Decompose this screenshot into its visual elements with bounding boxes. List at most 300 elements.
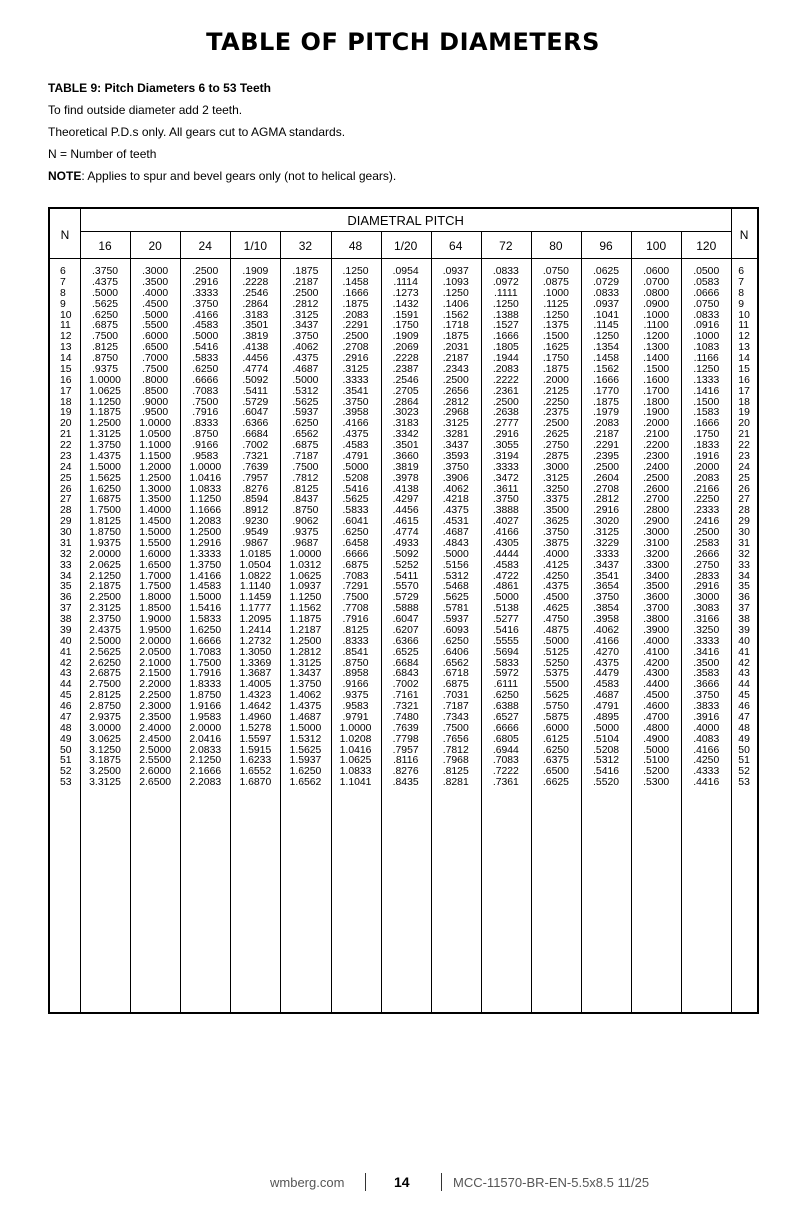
pitch-diameter-cell: .5625 bbox=[342, 494, 369, 506]
pitch-diameter-cell: 2.0000 bbox=[139, 635, 172, 647]
pitch-diameter-cell: .7916 bbox=[342, 614, 369, 625]
pitch-diameter-cell: 1.7500 bbox=[89, 505, 121, 517]
pitch-diameter-cell: .1591 bbox=[392, 309, 419, 321]
pitch-diameter-cell: 1.0000 bbox=[139, 418, 172, 430]
teeth-count: 14 bbox=[60, 353, 72, 364]
pitch-diameter-cell: .2500 bbox=[442, 374, 469, 386]
pitch-diameter-cell: .9791 bbox=[342, 711, 369, 723]
pitch-diameter-cell: .1875 bbox=[442, 331, 469, 343]
pitch-diameter-cell: .1250 bbox=[342, 266, 369, 277]
pitch-diameter-cell: 1.2500 bbox=[89, 418, 121, 430]
pitch-diameter-cell: .2125 bbox=[542, 385, 569, 397]
pitch-diameter-cell: .2666 bbox=[693, 548, 720, 560]
pitch-diameter-cell: 2.3500 bbox=[139, 711, 172, 723]
pitch-diameter-cell: 1.7500 bbox=[139, 581, 172, 593]
pitch-column-1-20 bbox=[381, 267, 431, 789]
pitch-diameter-cell: .3875 bbox=[542, 537, 569, 549]
pitch-diameter-cell: .3819 bbox=[242, 331, 269, 343]
teeth-count: 26 bbox=[60, 483, 72, 495]
pitch-diameter-cell: 1.2916 bbox=[189, 537, 222, 549]
teeth-count: 17 bbox=[60, 385, 72, 397]
pitch-diameter-cell: .8594 bbox=[242, 494, 269, 506]
pitch-diameter-cell: .6388 bbox=[492, 701, 519, 712]
pitch-diameter-cell: .4700 bbox=[643, 711, 670, 723]
pitch-diameter-cell: .3100 bbox=[643, 537, 670, 549]
pitch-diameter-cell: .2500 bbox=[292, 287, 319, 299]
pitch-diameter-cell: 1.3000 bbox=[139, 483, 172, 495]
pitch-diameter-cell: .8750 bbox=[342, 657, 369, 669]
note-text: : Applies to spur and bevel gears only (not to helical gears). bbox=[81, 169, 397, 183]
pitch-diameter-cell: .2968 bbox=[442, 407, 469, 419]
pitch-diameter-cell: .4583 bbox=[192, 320, 219, 332]
pitch-diameter-cell: .6875 bbox=[292, 440, 319, 451]
pitch-diameter-cell: .8541 bbox=[342, 646, 369, 658]
pitch-diameter-cell: 1.8500 bbox=[139, 603, 172, 615]
pitch-diameter-cell: .5208 bbox=[593, 744, 620, 756]
pitch-diameter-cell: .5100 bbox=[643, 755, 670, 767]
pitch-diameter-cell: 1.5312 bbox=[289, 733, 322, 745]
pitch-diameter-cell: 1.1875 bbox=[89, 407, 121, 419]
pitch-diameter-cell: .8437 bbox=[292, 494, 319, 506]
pitch-diameter-cell: .6207 bbox=[392, 624, 419, 636]
pitch-diameter-cell: .5000 bbox=[542, 635, 569, 647]
pitch-diameter-cell: .3250 bbox=[542, 483, 569, 495]
pitch-diameter-cell: .3333 bbox=[693, 635, 720, 647]
pitch-diameter-cell: .4062 bbox=[442, 483, 469, 495]
teeth-count: 18 bbox=[738, 396, 750, 408]
pitch-diameter-cell: .4583 bbox=[342, 440, 369, 451]
pitch-column-120 bbox=[681, 267, 731, 789]
pitch-diameter-cell: .0972 bbox=[492, 276, 519, 288]
teeth-count: 41 bbox=[60, 646, 72, 658]
pitch-diameter-cell: .4895 bbox=[593, 711, 620, 723]
pitch-diameter-cell: 1.4583 bbox=[189, 581, 222, 593]
pitch-diameter-cell: .8500 bbox=[142, 385, 169, 397]
pitch-diameter-cell: .1625 bbox=[542, 342, 569, 354]
teeth-count: 13 bbox=[60, 342, 72, 354]
pitch-diameter-cell: .2750 bbox=[542, 440, 569, 451]
pitch-diameter-cell: 1.3437 bbox=[289, 668, 322, 680]
pitch-diameter-cell: 1.5937 bbox=[289, 755, 322, 767]
pitch-diameter-cell: .2900 bbox=[643, 516, 670, 528]
pitch-diameter-cell: 1.1140 bbox=[239, 581, 271, 593]
teeth-count: 21 bbox=[60, 429, 72, 441]
pitch-diameter-cell: .2638 bbox=[492, 407, 519, 419]
pitch-diameter-cell: .6843 bbox=[392, 668, 419, 680]
pitch-diameter-cell: .1083 bbox=[693, 342, 720, 354]
pitch-diameter-cell: 1.0416 bbox=[189, 472, 222, 484]
pitch-diameter-cell: .1562 bbox=[442, 309, 469, 321]
pitch-diameter-cell: .8125 bbox=[342, 624, 369, 636]
pitch-diameter-cell: .7083 bbox=[192, 385, 219, 397]
pitch-diameter-cell: .2916 bbox=[492, 429, 519, 441]
pitch-diameter-cell: .9583 bbox=[342, 701, 369, 712]
pitch-diameter-cell: .4900 bbox=[643, 733, 670, 745]
pitch-diameter-cell: .4875 bbox=[542, 624, 569, 636]
pitch-diameter-cell: .8116 bbox=[393, 755, 419, 767]
pitch-diameter-cell: .2864 bbox=[242, 298, 269, 310]
pitch-diameter-cell: 1.6000 bbox=[139, 548, 172, 560]
pitch-diameter-cell: .5411 bbox=[393, 570, 419, 582]
pitch-diameter-cell: 1.9000 bbox=[139, 614, 172, 625]
pitch-diameter-cell: .0937 bbox=[442, 266, 469, 277]
pitch-diameter-cell: .2416 bbox=[693, 516, 720, 528]
pitch-diameter-cell: .3000 bbox=[693, 592, 720, 604]
pitch-diameter-cell: .5000 bbox=[92, 287, 119, 299]
pitch-column-48 bbox=[331, 267, 381, 789]
teeth-count: 27 bbox=[738, 494, 750, 506]
note-label: NOTE bbox=[48, 169, 82, 183]
pitch-diameter-cell: 1.0822 bbox=[239, 570, 272, 582]
pitch-diameter-cell: .7083 bbox=[342, 570, 369, 582]
pitch-diameter-cell: .3501 bbox=[392, 440, 419, 451]
pitch-diameter-cell: .1800 bbox=[643, 396, 670, 408]
pitch-diameter-cell: .2069 bbox=[392, 342, 419, 354]
pitch-diameter-cell: .5300 bbox=[643, 777, 670, 789]
footer-separator bbox=[441, 1173, 442, 1191]
pitch-diameter-cell: 1.1666 bbox=[189, 505, 222, 517]
pitch-diameter-cell: 1.5915 bbox=[239, 744, 272, 756]
pitch-diameter-cell: .7002 bbox=[242, 440, 269, 451]
teeth-count: 47 bbox=[738, 711, 750, 723]
pitch-diameter-cell: .7812 bbox=[442, 744, 469, 756]
pitch-diameter-cell: .1666 bbox=[593, 374, 620, 386]
pitch-diameter-cell: .3125 bbox=[342, 363, 369, 375]
pitch-diameter-cell: 1.0937 bbox=[289, 581, 322, 593]
pitch-diameter-cell: .2500 bbox=[342, 331, 369, 343]
pitch-diameter-cell: .3750 bbox=[693, 690, 720, 702]
teeth-count: 49 bbox=[60, 733, 72, 745]
pitch-diameter-cell: .3666 bbox=[693, 679, 720, 691]
pitch-diameter-cell: 1.4687 bbox=[289, 711, 322, 723]
pitch-diameter-cell: .5277 bbox=[492, 614, 519, 625]
pitch-diameter-cell: .6047 bbox=[242, 407, 269, 419]
teeth-count: 29 bbox=[60, 516, 72, 528]
pitch-diameter-cell: 1.0312 bbox=[289, 559, 322, 571]
pitch-diameter-cell: 2.1250 bbox=[189, 755, 222, 767]
pitch-diameter-cell: .1125 bbox=[543, 298, 569, 310]
pitch-diameter-cell: 2.5625 bbox=[89, 646, 121, 658]
pitch-diameter-cell: 1.1000 bbox=[139, 440, 172, 451]
teeth-count: 25 bbox=[60, 472, 72, 484]
pitch-diameter-cell: .4625 bbox=[542, 603, 569, 615]
pitch-diameter-cell: 1.6250 bbox=[89, 483, 121, 495]
teeth-count: 45 bbox=[60, 690, 72, 702]
pitch-diameter-cell: .6875 bbox=[442, 679, 469, 691]
teeth-count: 24 bbox=[738, 461, 750, 473]
pitch-diameter-cell: .1400 bbox=[643, 353, 670, 364]
pitch-diameter-cell: 1.0000 bbox=[289, 548, 322, 560]
pitch-diameter-cell: .3437 bbox=[292, 320, 319, 332]
pitch-diameter-cell: 1.8125 bbox=[89, 516, 121, 528]
pitch-diameter-cell: .1909 bbox=[242, 266, 269, 277]
pitch-diameter-cell: .7812 bbox=[292, 472, 319, 484]
pitch-diameter-cell: .3183 bbox=[242, 309, 269, 321]
pitch-diameter-cell: .5833 bbox=[192, 353, 219, 364]
pitch-diameter-cell: .1375 bbox=[542, 320, 569, 332]
pitch-diameter-cell: 1.6500 bbox=[139, 559, 172, 571]
pitch-diameter-cell: .3333 bbox=[593, 548, 620, 560]
pitch-diameter-cell: .4166 bbox=[693, 744, 720, 756]
pitch-diameter-cell: .8276 bbox=[392, 766, 419, 778]
pitch-diameter-cell: 1.7916 bbox=[189, 668, 222, 680]
pitch-diameter-cell: 2.0000 bbox=[189, 722, 222, 734]
pitch-diameter-cell: 1.2500 bbox=[189, 527, 222, 538]
pitch-diameter-cell: 1.2732 bbox=[239, 635, 272, 647]
pitch-diameter-cell: 2.3125 bbox=[89, 603, 121, 615]
teeth-count: 27 bbox=[60, 494, 72, 506]
pitch-diameter-cell: .4791 bbox=[593, 701, 620, 712]
pitch-diameter-cell: .4774 bbox=[242, 363, 269, 375]
pitch-diameter-cell: .6718 bbox=[442, 668, 469, 680]
pitch-header: 32 bbox=[298, 239, 313, 253]
pitch-column-64 bbox=[431, 267, 481, 789]
teeth-count: 16 bbox=[60, 374, 72, 386]
teeth-count: 40 bbox=[60, 635, 72, 647]
pitch-header: 1/10 bbox=[243, 239, 268, 253]
pitch-diameter-cell: 1.0208 bbox=[339, 733, 372, 745]
teeth-count: 17 bbox=[738, 385, 750, 397]
footer-separator bbox=[365, 1173, 366, 1191]
teeth-count: 15 bbox=[738, 363, 750, 375]
pitch-diameter-cell: .5125 bbox=[542, 646, 569, 658]
teeth-count: 40 bbox=[738, 635, 750, 647]
pitch-diameter-cell: 1.1777 bbox=[239, 603, 272, 615]
pitch-diameter-cell: .2361 bbox=[492, 385, 519, 397]
pitch-diameter-cell: 3.1875 bbox=[89, 755, 121, 767]
pitch-diameter-cell: 1.4375 bbox=[289, 701, 322, 712]
pitch-diameter-cell: .3750 bbox=[442, 461, 469, 473]
pitch-diameter-cell: .0500 bbox=[693, 266, 720, 277]
pitch-diameter-cell: .0800 bbox=[643, 287, 670, 299]
pitch-diameter-cell: .2083 bbox=[342, 309, 369, 321]
pitch-diameter-cell: .7321 bbox=[242, 450, 269, 462]
teeth-count: 38 bbox=[60, 614, 72, 625]
pitch-column-80 bbox=[531, 267, 581, 789]
pitch-diameter-cell: .5468 bbox=[442, 581, 469, 593]
pitch-diameter-cell: .4166 bbox=[492, 527, 519, 538]
pitch-diameter-cell: .5000 bbox=[492, 592, 519, 604]
pitch-diameter-cell: .5208 bbox=[342, 472, 369, 484]
pitch-diameter-cell: .5138 bbox=[492, 603, 519, 615]
pitch-diameter-cell: .5416 bbox=[342, 483, 369, 495]
pitch-diameter-cell: 2.8750 bbox=[89, 701, 121, 712]
pitch-diameter-cell: 1.0504 bbox=[239, 559, 272, 571]
pitch-diameter-cell: .9375 bbox=[342, 690, 369, 702]
teeth-count: 33 bbox=[738, 559, 750, 571]
pitch-diameter-cell: .6805 bbox=[492, 733, 519, 745]
pitch-diameter-cell: .6666 bbox=[192, 374, 219, 386]
pitch-diameter-cell: .3500 bbox=[142, 276, 169, 288]
pitch-diameter-cell: .1250 bbox=[542, 309, 569, 321]
pitch-diameter-cell: .2187 bbox=[442, 353, 469, 364]
pitch-diameter-cell: .8125 bbox=[442, 766, 469, 778]
pitch-diameter-cell: .1166 bbox=[693, 353, 719, 364]
pitch-diameter-cell: .5500 bbox=[542, 679, 569, 691]
pitch-diameter-cell: .0625 bbox=[593, 266, 620, 277]
pitch-diameter-cell: 1.6870 bbox=[239, 777, 272, 789]
pitch-diameter-cell: .3800 bbox=[643, 614, 670, 625]
pitch-diameter-cell: .5555 bbox=[492, 635, 519, 647]
pitch-diameter-cell: 1.6250 bbox=[289, 766, 322, 778]
pitch-header: 96 bbox=[599, 239, 613, 253]
teeth-count: 19 bbox=[738, 407, 750, 419]
pitch-diameter-cell: .4375 bbox=[292, 353, 319, 364]
pitch-diameter-cell: .4583 bbox=[593, 679, 620, 691]
pitch-diameter-cell: .1900 bbox=[643, 407, 670, 419]
pitch-diameter-cell: .4531 bbox=[442, 516, 469, 528]
pitch-diameter-cell: .5937 bbox=[442, 614, 469, 625]
pitch-diameter-cell: .5625 bbox=[92, 298, 119, 310]
pitch-diameter-cell: .4000 bbox=[542, 548, 569, 560]
pitch-diameter-cell: 1.4323 bbox=[239, 690, 272, 702]
pitch-diameter-cell: 2.0833 bbox=[189, 744, 222, 756]
pitch-diameter-cell: .7500 bbox=[142, 363, 169, 375]
pitch-diameter-cell: .2916 bbox=[192, 276, 219, 288]
teeth-count: 31 bbox=[738, 537, 750, 549]
pitch-diameter-cell: .1406 bbox=[442, 298, 469, 310]
pitch-diameter-cell: .3300 bbox=[643, 559, 670, 571]
pitch-diameter-cell: .3819 bbox=[392, 461, 419, 473]
pitch-diameter-cell: 1.5000 bbox=[289, 722, 322, 734]
pitch-diameter-cell: 1.2000 bbox=[139, 461, 172, 473]
pitch-diameter-cell: .7083 bbox=[492, 755, 519, 767]
pitch-diameter-cell: .2500 bbox=[643, 472, 670, 484]
pitch-diameter-cell: .4800 bbox=[643, 722, 670, 734]
pitch-diameter-cell: .4479 bbox=[593, 668, 620, 680]
pitch-diameter-cell: .2187 bbox=[593, 429, 620, 441]
pitch-diameter-cell: .7343 bbox=[442, 711, 469, 723]
teeth-count: 28 bbox=[60, 505, 72, 517]
pitch-diameter-cell: 1.5500 bbox=[139, 537, 172, 549]
pitch-column-32 bbox=[280, 267, 330, 789]
pitch-diameter-cell: .6500 bbox=[542, 766, 569, 778]
pitch-diameter-cell: .1700 bbox=[643, 385, 670, 397]
pitch-diameter-cell: 2.0000 bbox=[89, 548, 121, 560]
pitch-diameter-cell: .5000 bbox=[442, 548, 469, 560]
pitch-diameter-cell: .0900 bbox=[643, 298, 670, 310]
pitch-diameter-cell: 2.6000 bbox=[139, 766, 172, 778]
pitch-diameter-cell: 1.0000 bbox=[189, 461, 222, 473]
pitch-diameter-cell: .4444 bbox=[492, 548, 519, 560]
pitch-diameter-cell: .2083 bbox=[593, 418, 620, 430]
teeth-count: 44 bbox=[60, 679, 72, 691]
pitch-diameter-cell: .5888 bbox=[392, 603, 419, 615]
pitch-diameter-cell: .4722 bbox=[492, 570, 519, 582]
pitch-diameter-cell: .4615 bbox=[392, 516, 419, 528]
pitch-diameter-cell: .1416 bbox=[693, 385, 720, 397]
pitch-diameter-cell: 1.4000 bbox=[139, 505, 172, 517]
pitch-diameter-cell: .4100 bbox=[643, 646, 670, 658]
teeth-count: 49 bbox=[738, 733, 750, 745]
pitch-diameter-cell: .9549 bbox=[242, 527, 269, 538]
pitch-diameter-cell: .1273 bbox=[392, 287, 419, 299]
teeth-count: 22 bbox=[60, 440, 72, 451]
pitch-diameter-cell: .5250 bbox=[542, 657, 569, 669]
pitch-diameter-cell: .5750 bbox=[542, 701, 569, 712]
pitch-diameter-cell: .3541 bbox=[593, 570, 620, 582]
pitch-diameter-cell: .1916 bbox=[693, 450, 720, 462]
pitch-diameter-cell: .4583 bbox=[492, 559, 519, 571]
pitch-diameter-cell: 2.8125 bbox=[89, 690, 121, 702]
pitch-diameter-cell: .7187 bbox=[292, 450, 319, 462]
pitch-diameter-cell: .3000 bbox=[142, 266, 169, 277]
pitch-diameter-cell: 3.1250 bbox=[89, 744, 121, 756]
pitch-diameter-cell: .3750 bbox=[542, 527, 569, 538]
pitch-diameter-cell: .9166 bbox=[342, 679, 369, 691]
teeth-count: 10 bbox=[60, 309, 72, 321]
pitch-diameter-cell: .3916 bbox=[693, 711, 720, 723]
pitch-diameter-cell: .2375 bbox=[542, 407, 569, 419]
pitch-diameter-cell: .3083 bbox=[693, 603, 720, 615]
pitch-diameter-cell: 3.3125 bbox=[89, 777, 121, 789]
intro-note bbox=[48, 169, 396, 183]
pitch-diameter-cell: .3333 bbox=[342, 374, 369, 386]
pitch-diameter-cell: .2700 bbox=[643, 494, 670, 506]
pitch-diameter-cell: 2.4000 bbox=[139, 722, 172, 734]
pitch-diameter-cell: .2500 bbox=[593, 461, 620, 473]
pitch-diameter-cell: .4250 bbox=[693, 755, 720, 767]
pitch-diameter-cell: .3750 bbox=[92, 266, 119, 277]
pitch-diameter-cell: .2583 bbox=[693, 537, 720, 549]
pitch-diameter-cell: .5937 bbox=[292, 407, 319, 419]
pitch-diameter-cell: 1.8333 bbox=[189, 679, 222, 691]
pitch-diameter-cell: 1.2187 bbox=[289, 624, 322, 636]
pitch-diameter-cell: 1.0833 bbox=[189, 483, 222, 495]
pitch-diameter-cell: .6250 bbox=[442, 635, 469, 647]
intro-line-n-definition: N = Number of teeth bbox=[48, 147, 157, 161]
pitch-diameter-cell: 1.9375 bbox=[89, 537, 121, 549]
pitch-diameter-cell: .8958 bbox=[342, 668, 369, 680]
pitch-diameter-cell: .3500 bbox=[693, 657, 720, 669]
pitch-diameter-cell: .2604 bbox=[593, 472, 620, 484]
pitch-diameter-cell: 2.5500 bbox=[139, 755, 172, 767]
pitch-diameter-cell: .9687 bbox=[292, 537, 319, 549]
pitch-diameter-cell: .7500 bbox=[342, 592, 369, 604]
pitch-diameter-cell: .3500 bbox=[643, 581, 670, 593]
pitch-diameter-cell: .0954 bbox=[392, 266, 419, 277]
pitch-diameter-cell: 1.2500 bbox=[289, 635, 322, 647]
pitch-diameter-cell: 1.0500 bbox=[139, 429, 172, 441]
pitch-diameter-cell: .5000 bbox=[342, 461, 369, 473]
pitch-diameter-cell: .3654 bbox=[593, 581, 620, 593]
pitch-diameter-cell: .8276 bbox=[242, 483, 269, 495]
pitch-diameter-cell: .0666 bbox=[693, 287, 720, 299]
pitch-diameter-cell: .5625 bbox=[542, 690, 569, 702]
teeth-count: 13 bbox=[738, 342, 750, 354]
pitch-diameter-cell: 1.1562 bbox=[289, 603, 322, 615]
pitch-diameter-cell: .5000 bbox=[142, 309, 169, 321]
intro-line-outside-diameter: To find outside diameter add 2 teeth. bbox=[48, 103, 243, 117]
teeth-count: 25 bbox=[738, 472, 750, 484]
teeth-count: 11 bbox=[738, 320, 750, 332]
teeth-count: 35 bbox=[60, 581, 72, 593]
pitch-diameter-cell: .7031 bbox=[442, 690, 469, 702]
pitch-diameter-cell: .1750 bbox=[693, 429, 720, 441]
pitch-diameter-cell: .5972 bbox=[492, 668, 519, 680]
pitch-diameter-cell: 1.3687 bbox=[239, 668, 272, 680]
pitch-diameter-cell: .7798 bbox=[392, 733, 419, 745]
teeth-count: 21 bbox=[738, 429, 750, 441]
pitch-diameter-cell: .2708 bbox=[342, 342, 369, 354]
pitch-diameter-cell: 1.0625 bbox=[289, 570, 322, 582]
pitch-diameter-cell: .7187 bbox=[442, 701, 469, 712]
pitch-diameter-cell: .2546 bbox=[392, 374, 419, 386]
pitch-diameter-cell: .0875 bbox=[542, 276, 569, 288]
footer-document-code: MCC-11570-BR-EN-5.5x8.5 11/25 bbox=[453, 1175, 650, 1190]
pitch-diameter-cell: .5416 bbox=[492, 624, 519, 636]
pitch-diameter-cell: .1500 bbox=[643, 363, 670, 375]
